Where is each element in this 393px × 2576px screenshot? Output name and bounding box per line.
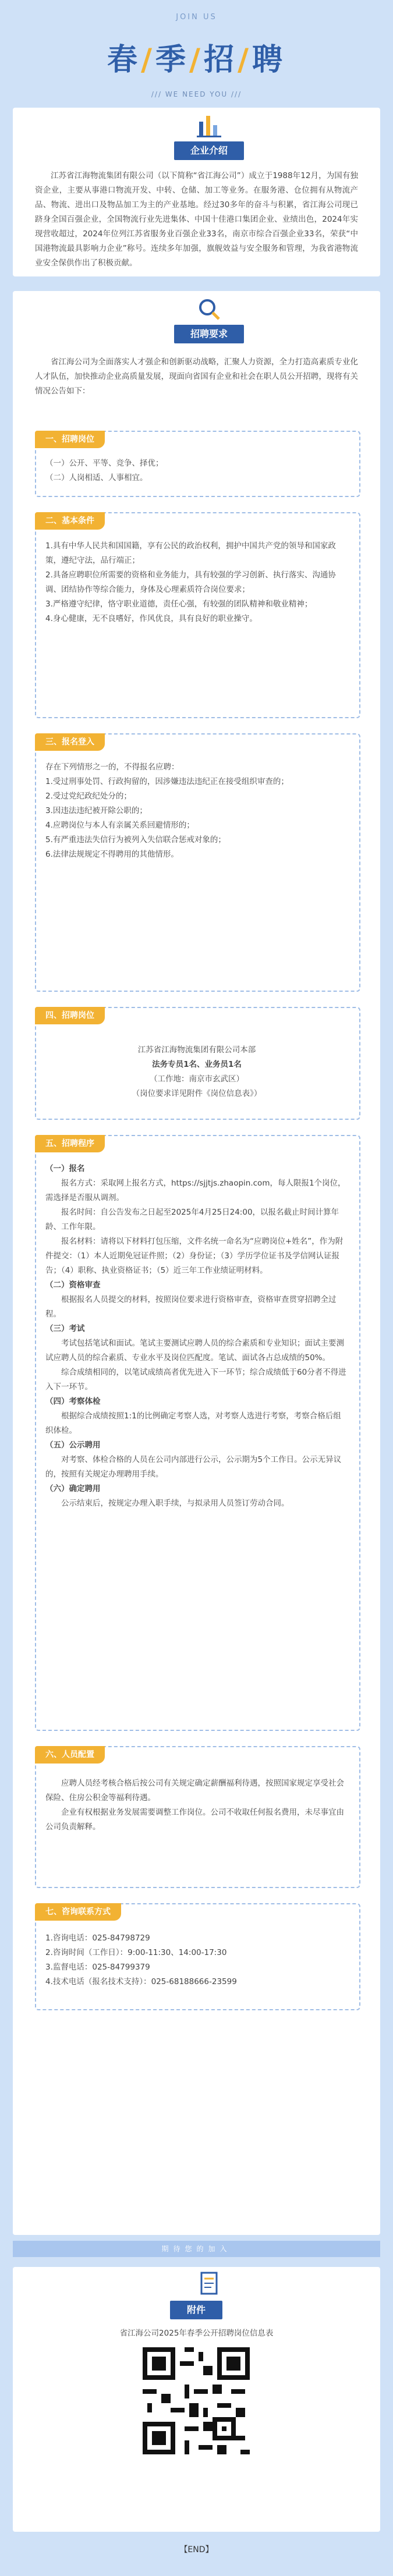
magnifier-icon <box>194 293 224 326</box>
position-note: （岗位要求详见附件《岗位信息表》） <box>132 1089 262 1098</box>
principle-1: （一）公开、平等、竞争、择优； <box>45 459 164 468</box>
contact-phone: 1.咨询电话：025-84798729 <box>45 1933 150 1943</box>
condition-4: 4.身心健康，无不良嗜好，作风优良，具有良好的职业操守。 <box>45 614 257 623</box>
requirements-card <box>13 291 380 2235</box>
step-3-text: 考试包括笔试和面试。笔试主要测试应聘人员的综合素质和专业知识；面试主要测试应聘人员的综合素质、专业水平及岗位匹配度。笔试、面试各占总成绩的50%。 <box>45 1339 344 1362</box>
positions-box <box>35 1007 360 1120</box>
step-2-title: （二）资格审查 <box>45 1280 101 1290</box>
step-5-title: （五）公示聘用 <box>45 1440 101 1450</box>
contact-box <box>35 1903 360 2010</box>
attachment-link[interactable]: 省江海公司2025年春季公开招聘岗位信息表 <box>119 2329 274 2338</box>
exclusion-4: 4.应聘岗位与本人有亲属关系回避情形的； <box>45 821 194 830</box>
position-location: （工作地：南京市玄武区） <box>150 1074 244 1084</box>
title-char-4: 聘 <box>252 42 286 77</box>
staffing-tag: 六、人员配置 <box>35 1746 105 1764</box>
procedure-box <box>35 1135 360 1731</box>
contact-hours: 2.咨询时间（工作日）：9:00-11:30、14:00-17:30 <box>45 1948 227 1957</box>
step-1-title: （一）报名 <box>45 1164 85 1173</box>
principle-2: （二）人岗相适、人事相宜。 <box>45 473 148 482</box>
principles-box <box>35 431 360 497</box>
document-icon <box>194 2269 224 2302</box>
exclusion-3: 3.因违法违纪被开除公职的； <box>45 806 147 815</box>
end-marker: 【END】 <box>179 2545 214 2554</box>
title-sep-2: / <box>189 42 204 77</box>
exclusion-6: 6.法律法规规定不得聘用的其他情形。 <box>45 850 179 859</box>
step-6-title: （六）确定聘用 <box>45 1484 101 1493</box>
step-4-title: （四）考察体检 <box>45 1397 101 1406</box>
condition-3: 3.严格遵守纪律，恪守职业道德，责任心强，有较强的团队精神和敬业精神； <box>45 599 313 609</box>
conditions-box <box>35 512 360 718</box>
contact-tag: 七、咨询联系方式 <box>35 1903 121 1921</box>
requirements-badge: 招聘要求 <box>174 325 244 343</box>
condition-1: 1.具有中华人民共和国国籍，享有公民的政治权利，拥护中国共产党的领导和国家政策，遵纪守法，品行端正； <box>45 541 336 565</box>
attachment-badge: 附件 <box>170 2301 222 2319</box>
step-1-materials: 报名材料：请将以下材料打包压缩，文件名统一命名为“应聘岗位+姓名”，作为附件提交：（1）本人近期免冠证件照；（2）身份证；（3）学历学位证书及学信网认证报告；（4）职称、执业资格证书；（5）近三年工作业绩证明材料。 <box>45 1237 344 1275</box>
staffing-box <box>35 1746 360 1888</box>
exclusion-5: 5.有严重违法失信行为被列入失信联合惩戒对象的； <box>45 835 226 845</box>
exclusion-intro: 存在下列情形之一的，不得报名应聘： <box>45 762 179 772</box>
we-need-you-caption: /// WE NEED YOU /// <box>151 90 242 98</box>
positions-tag: 四、招聘岗位 <box>35 1007 105 1024</box>
contact-tech: 4.技术电话（报名技术支持）：025-68188666-23599 <box>45 1977 237 1986</box>
position-org: 江苏省江海物流集团有限公司本部 <box>137 1045 256 1055</box>
step-3-title: （三）考试 <box>45 1324 85 1333</box>
step-3-text-2: 综合成绩相同的，以笔试成绩高者优先进入下一环节；综合成绩低于60分者不得进入下一环节。 <box>45 1368 346 1392</box>
procedure-tag: 五、招聘程序 <box>35 1135 105 1152</box>
qr-code-icon[interactable] <box>138 2343 254 2459</box>
conditions-tag: 二、基本条件 <box>35 512 105 530</box>
page-title <box>0 35 393 79</box>
closing-strip: 期待您的加入 <box>13 2241 380 2257</box>
exclusions-box <box>35 733 360 992</box>
step-5-text: 对考察、体检合格的人员在公司内部进行公示，公示期为5个工作日。公示无异议的，按照有关规定办理聘用手续。 <box>45 1455 342 1479</box>
step-6-text: 公示结束后，按规定办理入职手续，与拟录用人员签订劳动合同。 <box>61 1499 289 1508</box>
intro-card <box>13 108 380 276</box>
staffing-text-2: 企业有权根据业务发展需要调整工作岗位。公司不收取任何报名费用，未尽事宜由公司负责解释。 <box>45 1808 344 1832</box>
staffing-text: 应聘人员经考核合格后按公司有关规定确定薪酬福利待遇，按照国家规定享受社会保险、住房公积金等福利待遇。 <box>45 1779 344 1803</box>
requirements-intro: 省江海公司为全面落实人才强企和创新驱动战略，汇聚人力资源，全力打造高素质专业化人才队伍，加快推动企业高质量发展，现面向省国有企业和社会在职人员公开招聘，现将有关情况公告如下： <box>35 357 358 396</box>
contact-supervision: 3.监督电话：025-84799379 <box>45 1963 150 1972</box>
title-char-1: 春 <box>107 42 141 77</box>
intro-text: 江苏省江海物流集团有限公司（以下简称“省江海公司”）成立于1988年12月，为国有独资企业，主要从事港口物流开发、中转、仓储、加工等业务。在服务港、仓位拥有从物流产品、物流、进出口及物品加工为主的产业基地。经过30多年的奋斗与积累，省江海公司现已跻身全国百强企业，全国物流行业先进集体、中国十佳港口集团企业、业绩出色，2024年实现营收超过，2024年位列江苏省服务业百强企业33名，南京市综合百强企业33名，荣获“中国港物流最具影响力企业”称号。连续多年加强，旗舰效益与安全服务和管理，为我省港物流业安全保供作出了积极贡献。 <box>35 171 358 268</box>
title-sep-1: / <box>140 42 155 77</box>
step-1-text: 报名方式：采取网上报名方式，https://sjjtjs.zhaopin.com，每人限报1个岗位，需选择是否服从调剂。 <box>45 1179 346 1202</box>
condition-2: 2.具备应聘职位所需要的资格和业务能力，具有较强的学习创新、执行落实、沟通协调、团结协作等综合能力，身体及心理素质符合岗位要求； <box>45 570 336 594</box>
step-2-text: 根据报名人员提交的材料，按照岗位要求进行资格审查，资格审查贯穿招聘全过程。 <box>45 1295 337 1319</box>
exclusions-tag: 三、报名登入 <box>35 733 105 751</box>
exclusion-1: 1.受过刑事处罚、行政拘留的，因涉嫌违法违纪正在接受组织审查的； <box>45 777 289 786</box>
title-sep-3: / <box>238 42 253 77</box>
principles-tag: 一、招聘岗位 <box>35 431 105 448</box>
exclusion-2: 2.受过党纪政纪处分的； <box>45 792 132 801</box>
position-list: 法务专员1名、业务员1名 <box>152 1060 242 1069</box>
title-char-2: 季 <box>155 42 189 77</box>
chart-icon <box>194 110 224 143</box>
title-char-3: 招 <box>204 42 238 77</box>
step-4-text: 根据综合成绩按照1:1的比例确定考察人选，对考察人选进行考察，考察合格后组织体检。 <box>45 1411 341 1435</box>
join-us-caption: JOIN US <box>176 13 217 22</box>
intro-badge: 企业介绍 <box>174 141 244 160</box>
step-1-time: 报名时间：自公告发布之日起至2025年4月25日24:00，以报名截止时间计算年龄、工作年限。 <box>45 1208 339 1232</box>
